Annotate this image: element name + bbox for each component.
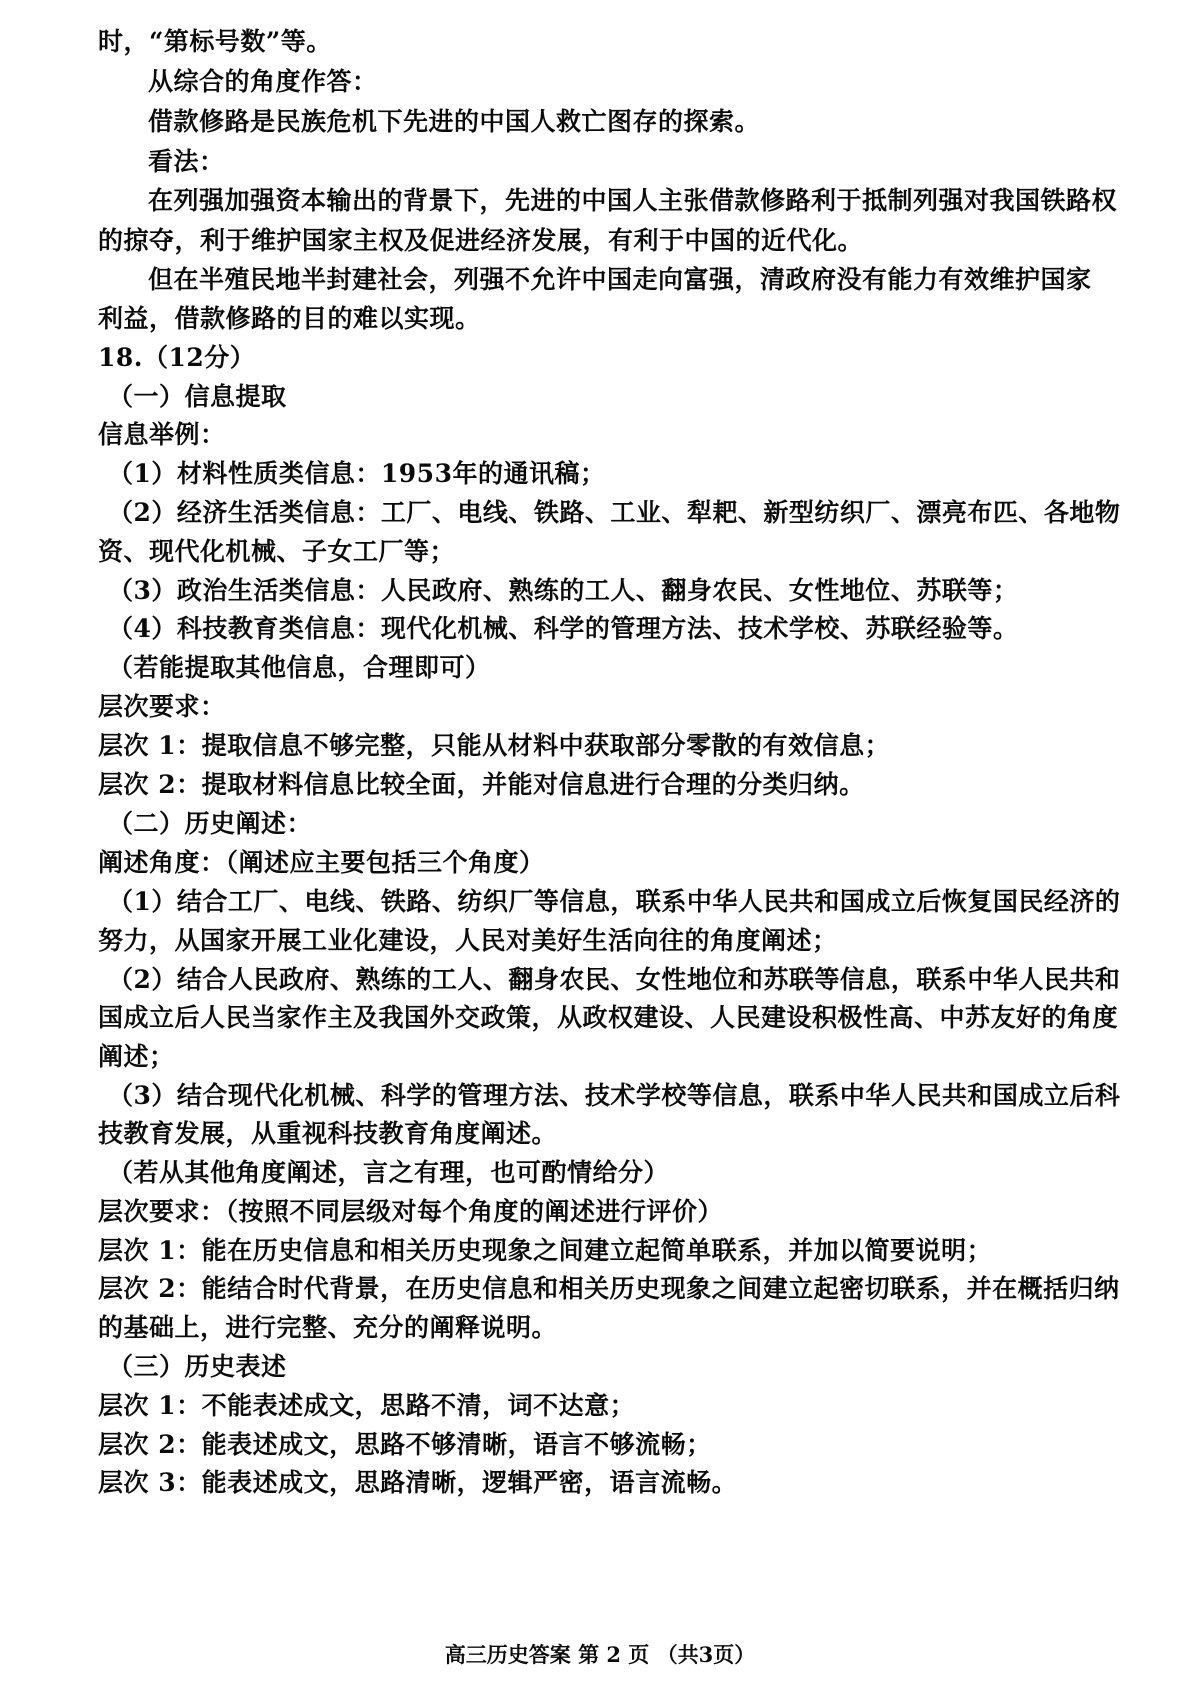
text-line: 层次 1：能在历史信息和相关历史现象之间建立起简单联系，并加以简要说明； [98, 1236, 993, 1265]
section-heading: （二）历史阐述： [108, 809, 313, 838]
text-line: 但在半殖民地半封建社会，列强不允许中国走向富强，清政府没有能力有效维护国家 [148, 265, 1092, 294]
section-heading: （一）信息提取 [108, 382, 287, 411]
subheading: 层次要求： [98, 692, 226, 721]
text-line: 国成立后人民当家作主及我国外交政策，从政权建设、人民建设积极性高、中苏友好的角度 [98, 1003, 1119, 1032]
text-line: （1）结合工厂、电线、铁路、纺织厂等信息，联系中华人民共和国成立后恢复国民经济的 [108, 887, 1121, 916]
text-line: 层次 3：能表述成文，思路清晰，逻辑严密，语言流畅。 [98, 1468, 738, 1497]
subheading: 层次要求：（按照不同层级对每个角度的阐述进行评价） [98, 1197, 724, 1226]
text-line: 技教育发展，从重视科技教育角度阐述。 [98, 1119, 558, 1148]
text-line: （4）科技教育类信息：现代化机械、科学的管理方法、技术学校、苏联经验等。 [108, 614, 1019, 643]
text-line: 层次 2：提取材料信息比较全面，并能对信息进行合理的分类归纳。 [98, 770, 865, 799]
text-line: 时，“第标号数”等。 [98, 27, 332, 56]
page-footer: 高三历史答案 第 2 页 （共3页） [444, 1642, 756, 1667]
text-line: （2）结合人民政府、熟练的工人、翻身农民、女性地位和苏联等信息，联系中华人民共和 [108, 965, 1121, 994]
text-line: 层次 2：能表述成文，思路不够清晰，语言不够流畅； [98, 1430, 712, 1459]
text-line: 层次 1：提取信息不够完整，只能从材料中获取部分零散的有效信息； [98, 731, 891, 760]
text-line: 层次 2：能结合时代背景，在历史信息和相关历史现象之间建立起密切联系，并在概括归纳 [98, 1274, 1120, 1303]
text-line: 努力，从国家开展工业化建设，人民对美好生活向往的角度阐述； [98, 926, 838, 955]
text-line: 资、现代化机械、子女工厂等； [98, 537, 456, 566]
text-line: 的基础上，进行完整、充分的阐释说明。 [98, 1313, 558, 1342]
text-line: 看法： [148, 147, 225, 176]
text-line: （1）材料性质类信息：1953年的通讯稿； [108, 459, 606, 488]
subheading: 阐述角度：（阐述应主要包括三个角度） [98, 848, 545, 877]
text-line: （若从其他角度阐述，言之有理，也可酌情给分） [108, 1158, 670, 1187]
text-line: （2）经济生活类信息：工厂、电线、铁路、工业、犁耙、新型纺织厂、漂亮布匹、各地物 [108, 498, 1121, 527]
text-line: 借款修路是民族危机下先进的中国人救亡图存的探索。 [148, 107, 761, 136]
text-line: （3）政治生活类信息：人民政府、熟练的工人、翻身农民、女性地位、苏联等； [108, 576, 1019, 605]
text-line: （3）结合现代化机械、科学的管理方法、技术学校等信息，联系中华人民共和国成立后科 [108, 1081, 1121, 1110]
text-line: （若能提取其他信息，合理即可） [108, 653, 491, 682]
question-number: 18.（12分） [98, 343, 256, 372]
text-line: 利益，借款修路的目的难以实现。 [98, 304, 481, 333]
text-line: 在列强加强资本输出的背景下，先进的中国人主张借款修路利于抵制列强对我国铁路权 [148, 186, 1118, 215]
subheading: 信息举例： [98, 420, 226, 449]
text-line: 从综合的角度作答： [148, 67, 378, 96]
text-line: 的掠夺，利于维护国家主权及促进经济发展，有利于中国的近代化。 [98, 226, 864, 255]
text-line: 阐述； [98, 1042, 175, 1071]
section-heading: （三）历史表述 [108, 1352, 287, 1381]
text-line: 层次 1：不能表述成文，思路不清，词不达意； [98, 1391, 636, 1420]
